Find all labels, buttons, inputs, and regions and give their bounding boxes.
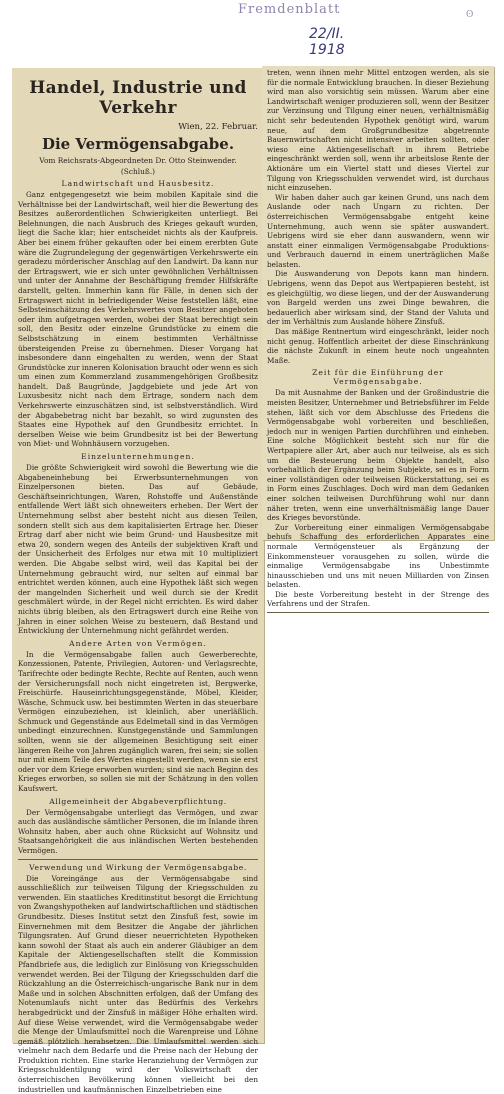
- subheading-agriculture: Landwirtschaft und Hausbesitz.: [61, 179, 215, 188]
- paragraph: treten, wenn ihnen mehr Mittel entzogen werden, als sie für die normale Entwicklung brauchen. In dieser Beziehung wird man also vorsichtig sein müssen. Warum aber eine Landwirtschaft weniger produzieren soll, wenn der Besitzer zur Verzinsung und Tilgung einer neuen, verhältnismäßig nicht sehr bedeutenden Hypothek genötigt wird, warum neue, auf dem Großgrundbesitze abgetrennte Bauernwirtschaften nicht intensiver arbeiten sollten, oder wieso eine Aktiengesellschaft in ihrem Betriebe eingeschränkt werden soll, wenn ihr arbeitslose Rente der Aktionäre um ein Viertel statt und dieses Viertel zur Tilgung von Kriegsschulden verwendet wird, ist durchaus nicht einzusehen.: [267, 68, 489, 193]
- paragraph: Der Vermögensabgabe unterliegt das Vermögen, und zwar auch das ausländische sämtlicher Personen, die im Inlande ihren Wohnsitz haben, aber auch ohne Rücksicht auf Wohnsitz und Staatsangehörigkeit die aus inländischen Werten bestehenden Vermögen.: [18, 807, 258, 855]
- paragraph: Da mit Ausnahme der Banken und der Großindustrie die meisten Besitzer, Unternehmer und Betriebsführer im Felde stehen, läßt sich vor dem Abschlusse des Friedens die Vermögensabgabe wohl vorbereiten und beschließen, jedoch nur in wenigen Partien durchführen und einheben. Eine solche Möglichkeit besteht sich nur für die Wertpapiere aller Art, aber auch nur teilweise, als es sich um die Besteuerung beim Objekte handelt, also vorbehaltlich der Ergänzung beim Subjekte, sei es in Form einer vollständigen oder teilweisen Rückerstattung, sei es in Form eines Zuschlages. Doch wird man dem Gedanken einer solchen teilweisen Durchführung wohl nur dann näher treten, wenn eine unverhältnismäßig lange Dauer des Krieges bevorstünde.: [267, 388, 489, 523]
- paragraph: Die Voreingänge aus der Vermögensabgabe sind ausschließlich zur teilweisen Tilgung der Kriegsschulden zu verwenden. Ein staatliches Kreditinstitut besorgt die Errichtung von Zwangshypotheken auf landwirtschaftlichen und städtischen Grundbesitz. Dieses Institut setzt den Zinsfuß fest, sowie im Einvernehmen mit dem Besitzer die Angabe der jährlichen Tilgungsraten. Auf Grund dieser neuerrichteten Hypotheken kann sowohl der Staat als auch ein anderer Gläubiger an dem Kapitale der Aktiengesellschaften stellt die Kommission Pfandbriefe aus, die lediglich zur Einlösung von Kriegsschulden verwendet werden. Bei der Tilgung der Kriegsschulden darf die Rückzahlung an die Österreichisch-ungarische Bank nur in dem Maße und in solchen Abschnitten erfolgen, daß der Umfang des Notenumlaufs nicht unter das Bedürfnis des Verkehrs herabgedrückt und der Zinsfuß in mäßiger Höhe erhalten wird. Auf diese Weise verwendet, wird die Vermögensabgabe weder die Menge der Umlaufsmittel noch die Warenpreise und Löhne gemäß plötzlich herabsetzen. Die Umlaufsmittel werden sich vielmehr nach dem Bedarfe und die Preise nach der Hebung der Produktion richten. Eine starke Heranziehung der Vermögen zur Kriegsschuldentilgung wird der Volkswirtschaft der österreichischen Bevölkerung können vielleicht bei den industriellen und kaufmännischen Einzelbetrieben eine: [18, 873, 258, 1094]
- clipping-right-content: [262, 66, 494, 613]
- clipping-right: [262, 66, 494, 609]
- paragraph: Ganz entgegengesetzt wie beim mobilen Kapitale sind die Verhältnisse bei der Landwirtschaft, weil hier die Bewertung des Besitzes außerordentlichen Schwierigkeiten unterliegt. Bei Belehnungen, die nach Ausbruch des Krieges gekauft wurden, liegt die Sache klar; hier entscheidet nichts als der Kaufpreis. Aber bei einem früher gekauften oder bei einem ererbten Gute wäre die Zugrundelegung der gegenwärtigen Verkehrswerte ein geradezu mörderischer Anschlag auf den Landwirt. Da kann nur der Ertragswert, wie er sich unter gewöhnlichen Verhältnissen und unter der Annahme der Beschäftigung fremder Hilfskräfte darstellt, gelten. Immerhin kann für Fälle, in denen sich der Ertragswert nicht in befriedigender Weise feststellen läßt, eine Selbsteinschätzung des Verkehrswertes vom Besitzer angeboten oder ihm aufgetragen werden, wobei der Staat berechtigt sein soll, den Besitz oder einzelne Grundstücke zu einem die Selbstschätzung in einem bestimmten Verhältnisse übersteigenden Preise zu übernehmen. Dieser Vorgang hat insbesondere dann eingehalten zu werden, wenn der Staat Grundstücke zur inneren Kolonisation braucht oder wenn es sich um einen zum Kommerzland zusammengehörigen Großbesitz handelt. Daß Baugründe, Jagdgebiete und jede Art von Luxusbesitz nicht nach dem Ertrage, sondern nach dem Verkehrswerte einzuschätzen sind, ist selbstverständlich. Wird der Abgabebetrag nicht bar bezahlt, so wird zugunsten des Staates eine Hypothek auf den Grundbesitz errichtet. In derselben Weise wie beim Grundbesitz ist bei der Bewertung von Miet- und Wohnhäusern vorzugehen.: [18, 190, 258, 449]
- subheading-timing: Zeit für die Einführung der Vermögensabgabe.: [312, 368, 444, 387]
- paragraph: Die größte Schwierigkeit wird sowohl die Bewertung wie die Abgabeneinhebung bei Erwerbsunternehmungen von Einzelpersonen bieten. Das auf Gebäude, Geschäftseinrichtungen, Waren, Rohstoffe und Außenstände entfallende Wert läßt sich ohneweiters erheben. Der Wert der Unternehmung selbst aber besteht nicht aus diesen Teilen, sondern stellt sich aus dem kapitalisierten Ertrage her. Dieser Ertrag darf aber nicht wie beim Grund- und Hausbesitze mit etwa 20, sondern wegen des Anteils der subjektiven Kraft und der Unsicherheit des Erfolges nur etwa mit 10 multipliziert werden. Die Abgabe selbst wird, weil das Kapital bei der Unternehmung gebraucht wird, nur selten auf einmal bar entrichtet werden können, auch eine Hypothek läßt sich wegen der mangelnden Sicherheit und weil durch sie der Kredit geschmälert würde, in der Regel nicht errichten. Es wird daher nichts übrig bleiben, als den Ertragswert durch eine Reihe von Jahren in einer solchen Weise zu besteuern, daß Bestand und Entwicklung der Unternehmung nicht gefährdet werden.: [18, 463, 258, 636]
- paragraph: Die beste Vorbereitung besteht in der Strenge des Verfahrens und der Strafen.: [267, 589, 489, 609]
- handwritten-date: 22/II. 1918: [309, 26, 345, 58]
- article-title: Die Vermögensabgabe.: [41, 135, 235, 153]
- subheading-other-assets: Andere Arten von Vermögen.: [69, 638, 207, 648]
- section-title: Handel, Industrie und Verkehr: [29, 78, 247, 118]
- pencil-mark: ʘ: [466, 10, 474, 20]
- subheading-general-obligation: Allgemeinheit der Abgabeverpflichtung.: [49, 796, 227, 806]
- paragraph: Die Auswanderung von Depots kann man hindern. Uebrigens, wenn das Depot aus Wertpapieren besteht, ist es gleichgültig, wo diese liegen, und der der Auswanderung von Bargeld werden uns zwei Dinge bewahren, die bedauerlich aber wirksam sind, der Stand der Valuta und der im Verhältnis zum Auslande höhere Zinsfuß.: [267, 269, 489, 327]
- subheading-enterprises: Einzelunternehmungen.: [81, 452, 195, 462]
- subheading-use-and-effect: Verwendung und Wirkung der Vermögensabgabe.: [29, 862, 247, 872]
- end-rule: [267, 612, 489, 613]
- paragraph: In die Vermögensabgabe fallen auch Gewerberechte, Konzessionen, Patente, Privilegien, Autoren- und Verlagsrechte, Tarifrechte oder bedingte Rechte, Rechte auf Renten, auch wenn der Versicherungsfall noch nicht eingetreten ist, Bergwerke, Freischürfe. Hauseinrichtungsgegenstände, Möbel, Kleider, Wäsche, Schmuck usw. bei bestimmten Werten in das steuerbare Vermögen einzubeziehen, ist kleinlich, aber unerläßlich. Schmuck und Gegenstände aus Edelmetall sind in das Vermögen unbedingt einzurechnen. Kunstgegenstände und Sammlungen sollten, wenn sie der allgemeinen Besichtigung seit einer längeren Reihe von Jahren zugänglich waren, frei sein; sie sollen nur mit einem Teile des Wertes eingestellt werden, wenn sie erst oder vor dem Kriege erworben wurden; sind sie nach Beginn des Krieges erworben, so sollen sie mit der Schätzung in den vollen Kaufswert.: [18, 649, 258, 794]
- paragraph: Das mäßige Rentnertum wird eingeschränkt, leider noch nicht genug. Hoffentlich arbeitet der diese Einschränkung die nächste Zukunft in einem heute noch ungeahnten Maße.: [267, 327, 489, 365]
- clipping-left-content: [12, 68, 264, 1094]
- continuation-note: (Schluß.): [120, 167, 156, 176]
- dateline: Wien, 22. Februar.: [178, 122, 258, 132]
- divider: [18, 859, 258, 860]
- paragraph: Zur Vorbereitung einer einmaligen Vermögensabgabe behufs Schaffung des erforderlichen Apparates eine normale Vermögensteuer als Ergänzung der Einkommensteuer vorausgehen zu sollen, würde die einmalige Vermögensabgabe ins Unbestimmte hinausschieben und uns mit neuen Milliarden von Zinsen belasten.: [267, 522, 489, 590]
- newspaper-stamp: Fremdenblatt: [238, 2, 341, 17]
- clipping-left: [12, 68, 264, 1094]
- paragraph: Wir haben daher auch gar keinen Grund, uns nach dem Auslande oder nach Ungarn zu richten. Der österreichischen Vermögensabgabe entgeht keine Unternehmung, auch wenn sie später auswandert. Uebrigens wird sie eher dann auswandern, wenn wir anstatt einer einmaligen Vermögensabgabe Produktions- und Verbrauch dauernd in einem unerträglichen Maße belasten.: [267, 192, 489, 269]
- byline: Vom Reichsrats-Abgeordneten Dr. Otto Steinwender.: [39, 156, 237, 165]
